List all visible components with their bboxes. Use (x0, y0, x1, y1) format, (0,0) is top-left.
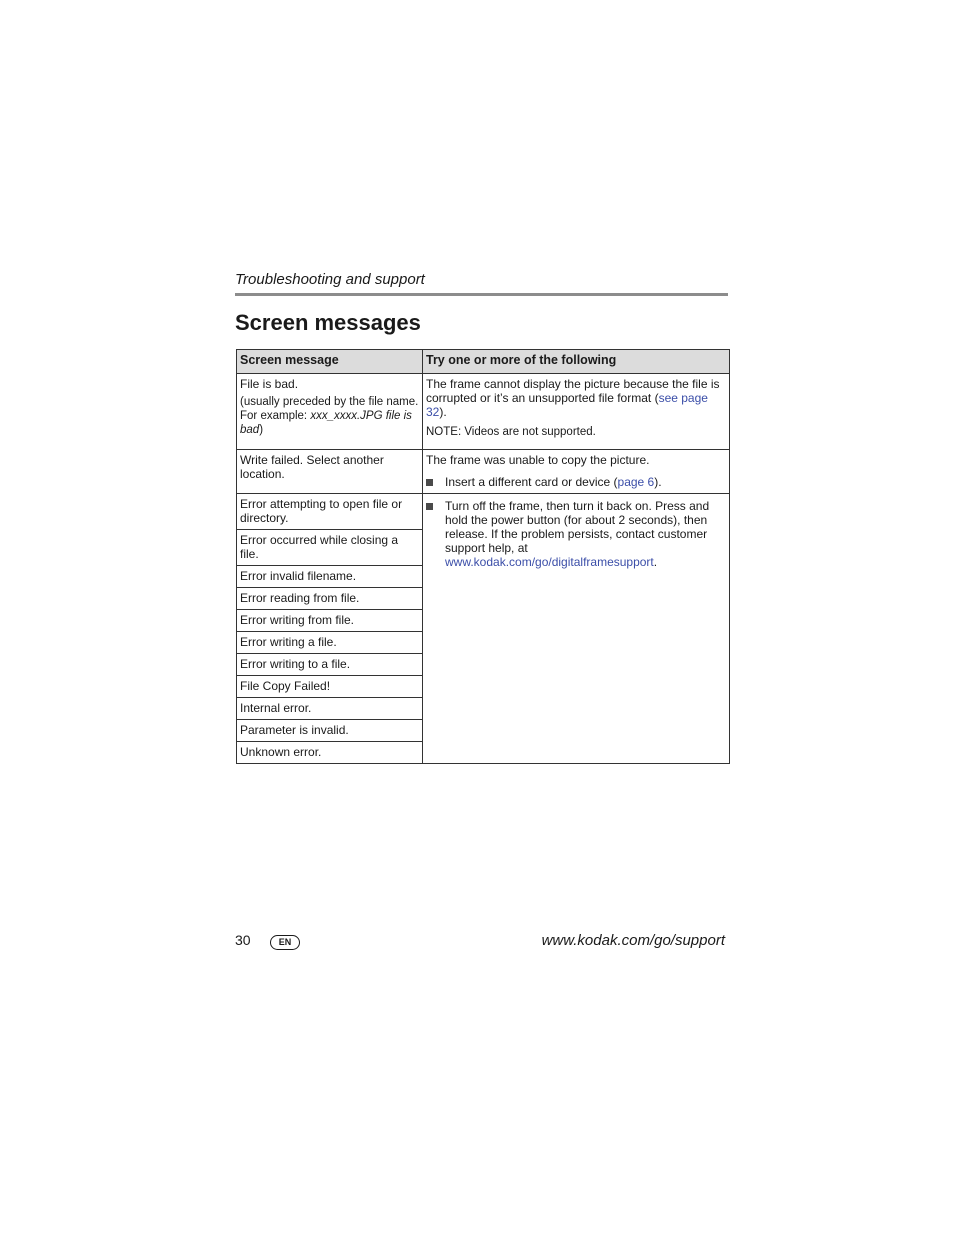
solution-cell (423, 450, 730, 494)
bullet-item: Insert a different card or device (page 6). (426, 475, 726, 489)
square-bullet-icon (426, 503, 433, 510)
square-bullet-icon (426, 479, 433, 486)
page-6-link[interactable]: page 6 (617, 475, 655, 489)
digital-frame-support-link[interactable]: www.kodak.com/go/digitalframesupport (445, 555, 654, 569)
table-header-row (237, 350, 730, 374)
header-divider (235, 293, 728, 296)
message-text: File is bad. (240, 377, 299, 391)
message-cell: Parameter is invalid. (237, 720, 423, 742)
section-title: Troubleshooting and support (235, 271, 425, 288)
page-title: Screen messages (235, 310, 421, 335)
support-url: www.kodak.com/go/support (541, 932, 725, 949)
message-cell: Error occurred while closing a file. (237, 530, 423, 566)
language-badge: EN (270, 935, 300, 950)
solution-text: The frame was unable to copy the picture. (426, 453, 650, 467)
solution-text: The frame cannot display the picture because the file is corrupted or it’s an unsupported file format (see page 32). (426, 377, 720, 419)
message-cell: Error writing from file. (237, 610, 423, 632)
page-number: 30 (235, 932, 251, 948)
see-page-32-link[interactable]: see page 32 (426, 391, 708, 419)
message-cell (237, 374, 423, 450)
message-subtext: (usually preceded by the file name. For example: xxx_xxxx.JPG file is bad) (240, 396, 419, 436)
column-header-solution: Try one or more of the following (423, 350, 730, 374)
message-cell: Error writing to a file. (237, 654, 423, 676)
table-row (237, 494, 730, 530)
message-text: Write failed. Select another location. (240, 453, 384, 481)
message-cell: Error writing a file. (237, 632, 423, 654)
screen-messages-table (236, 349, 730, 764)
example-filename: xxx_xxxx.JPG file is bad (240, 410, 412, 436)
table-row (237, 450, 730, 494)
message-cell: Internal error. (237, 698, 423, 720)
message-cell: Error reading from file. (237, 588, 423, 610)
message-cell: Error attempting to open file or directory. (237, 494, 423, 530)
solution-cell (423, 494, 730, 764)
bullet-item: Turn off the frame, then turn it back on. Press and hold the power button (for about 2 seconds), then release. If the problem persists, contact customer support help, at www.kodak.com/go/digitalframesupport. (426, 499, 726, 569)
table-row (237, 374, 730, 450)
message-cell: Unknown error. (237, 742, 423, 764)
solution-cell (423, 374, 730, 450)
column-header-screen-message: Screen message (237, 350, 423, 374)
message-cell: Error invalid filename. (237, 566, 423, 588)
message-cell: File Copy Failed! (237, 676, 423, 698)
message-cell (237, 450, 423, 494)
note-text: NOTE: Videos are not supported. (426, 426, 596, 438)
